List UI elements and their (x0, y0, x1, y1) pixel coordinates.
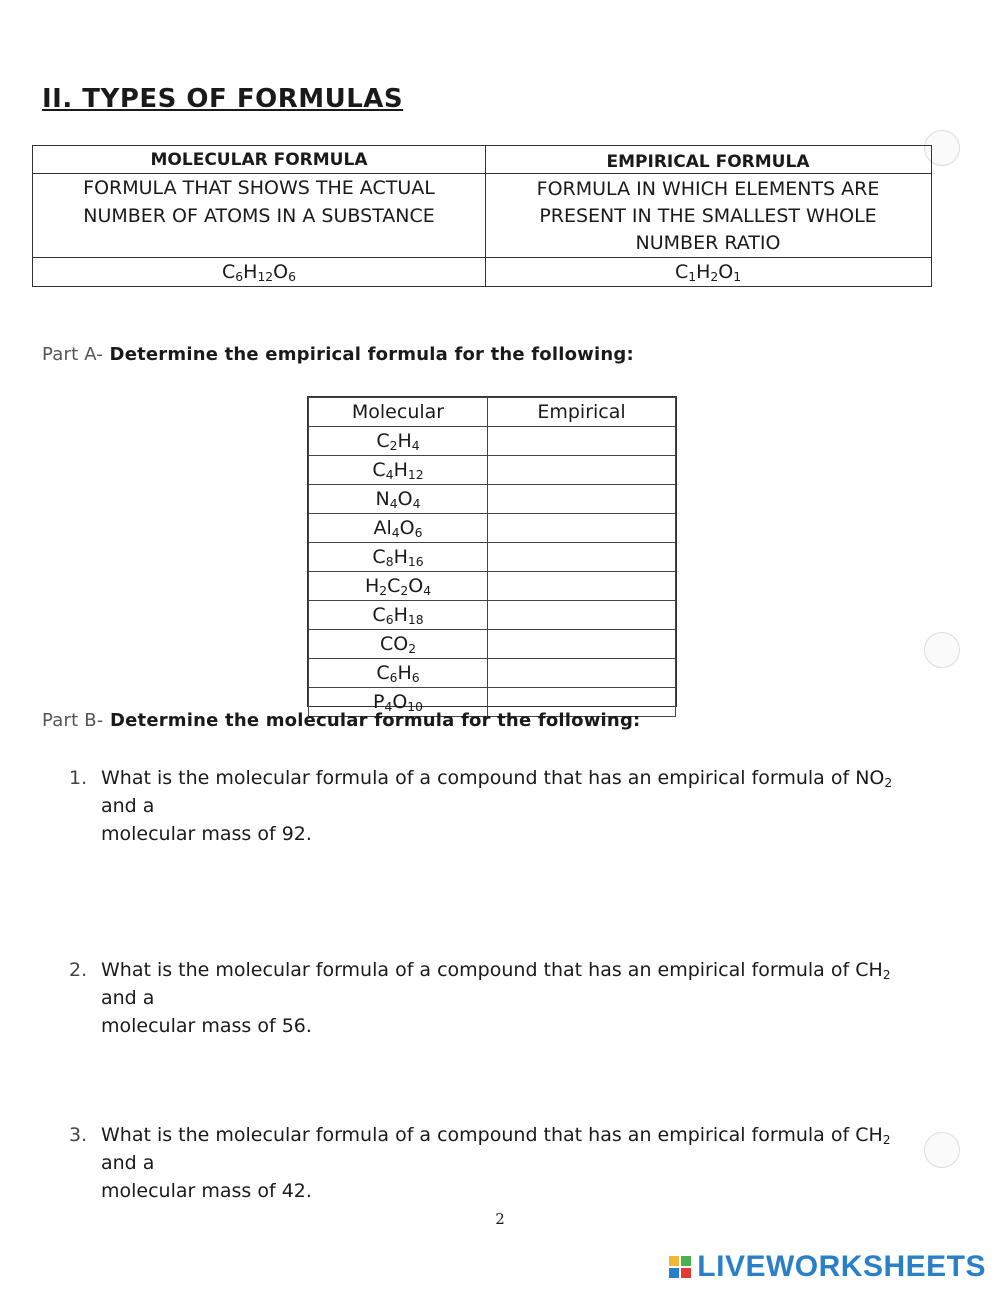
empirical-heading: EMPIRICAL FORMULA (606, 152, 810, 172)
molecular-cell (309, 630, 488, 659)
empirical-answer-cell[interactable] (488, 543, 676, 572)
formula-subscript: 12 (257, 270, 274, 285)
formula-element: NO (855, 767, 885, 789)
formula-element: C (372, 459, 386, 481)
question-2 (69, 956, 931, 1040)
molecular-cell (309, 485, 488, 514)
formula-subscript: 2 (884, 776, 893, 791)
molecular-definition-line: FORMULA THAT SHOWS THE ACTUAL (83, 177, 435, 199)
formula-element: O (397, 488, 413, 510)
empirical-answer-cell[interactable] (488, 572, 676, 601)
formula-subscript: 2 (400, 584, 409, 599)
question-line: molecular mass of 92. (101, 823, 312, 845)
table-row (309, 572, 676, 601)
formula-subscript: 2 (710, 270, 719, 285)
question-text: What is the molecular formula of a compound that has an empirical formula of (101, 767, 856, 789)
formula-element: C (376, 662, 390, 684)
formula-subscript: 2 (882, 1133, 891, 1148)
question-number: 1. (69, 767, 88, 789)
empirical-definition (485, 176, 931, 257)
empirical-answer-cell[interactable] (488, 485, 676, 514)
formula-element: C (387, 575, 401, 597)
formula-element: O (408, 575, 424, 597)
formula-subscript: 4 (391, 526, 400, 541)
formula-element: C (674, 261, 689, 283)
question-line: molecular mass of 56. (101, 1015, 312, 1037)
formula-subscript: 10 (407, 700, 423, 715)
formula-element: H (364, 575, 380, 597)
formula-subscript: 6 (235, 270, 244, 285)
empirical-definition-line: FORMULA IN WHICH ELEMENTS ARE (536, 178, 880, 200)
table-row (309, 485, 676, 514)
part-a-label (42, 344, 634, 365)
formula-element: O (399, 517, 415, 539)
formula-element: C (222, 261, 236, 283)
question-line (101, 764, 931, 820)
formula-subscript: 16 (407, 555, 424, 570)
part-a-instruction: Determine the empirical formula for the following: (109, 344, 634, 365)
formula-element: H (243, 261, 258, 283)
section-title: II. TYPES OF FORMULAS (42, 84, 404, 114)
empirical-answer-cell[interactable] (488, 601, 676, 630)
formula-subscript: 2 (408, 642, 417, 657)
formula-subscript: 4 (411, 439, 420, 454)
page-number: 2 (495, 1210, 505, 1228)
question-number: 2. (69, 959, 88, 981)
formula-element: P (372, 691, 385, 713)
formula-element: O (273, 261, 289, 283)
formula-element: H (397, 430, 412, 452)
molecular-example (33, 258, 485, 286)
formula-element: H (696, 261, 711, 283)
formula-subscript: 4 (412, 497, 421, 512)
question-text: and a (101, 987, 155, 1009)
question-formula (855, 1124, 890, 1146)
formula-subscript: 18 (407, 613, 424, 628)
molecular-cell (309, 543, 488, 572)
question-line: molecular mass of 42. (101, 1180, 312, 1202)
molecular-definition (33, 174, 485, 230)
question-3 (69, 1121, 931, 1205)
formula-subscript: 4 (384, 700, 393, 715)
question-number: 3. (69, 1124, 88, 1146)
formula-subscript: 6 (389, 671, 398, 686)
part-b-instruction: Determine the molecular formula for the following: (109, 710, 641, 731)
molecular-cell (309, 456, 488, 485)
part-a-table (307, 396, 677, 715)
empirical-answer-cell[interactable] (488, 427, 676, 456)
formula-element: C (376, 430, 390, 452)
table-row (309, 427, 676, 456)
column-header-empirical: Empirical (488, 398, 676, 427)
question-formula (855, 959, 890, 981)
question-text: and a (101, 795, 155, 817)
question-1 (69, 764, 931, 848)
empirical-definition-line: NUMBER RATIO (635, 232, 781, 254)
question-text: What is the molecular formula of a compound that has an empirical formula of (101, 1124, 856, 1146)
liveworksheets-logo (669, 1250, 986, 1284)
formula-subscript: 4 (389, 497, 398, 512)
molecular-cell (309, 514, 488, 543)
formula-element: O (718, 261, 734, 283)
formula-subscript: 1 (733, 270, 742, 285)
table-row (309, 543, 676, 572)
formula-subscript: 4 (385, 468, 394, 483)
part-b-label (42, 710, 640, 731)
formula-subscript: 2 (389, 439, 398, 454)
table-row (309, 456, 676, 485)
question-formula (855, 767, 892, 789)
question-line (101, 956, 931, 1012)
part-a-name: Part A- (42, 344, 104, 365)
empirical-answer-cell[interactable] (488, 456, 676, 485)
formula-subscript: 6 (411, 671, 420, 686)
table-row (309, 659, 676, 688)
formula-subscript: 6 (288, 270, 296, 285)
formula-element: N (375, 488, 390, 510)
empirical-answer-cell[interactable] (488, 659, 676, 688)
definitions-table (32, 145, 932, 287)
formula-element: H (393, 459, 408, 481)
punch-hole (924, 632, 960, 668)
formula-element: H (397, 662, 412, 684)
empirical-answer-cell[interactable] (488, 514, 676, 543)
formula-element: O (392, 691, 408, 713)
table-row (309, 630, 676, 659)
formula-subscript: 2 (379, 584, 388, 599)
table-row (309, 514, 676, 543)
question-text: and a (101, 1152, 155, 1174)
formula-subscript: 4 (423, 584, 432, 599)
formula-element: C (372, 604, 386, 626)
formula-subscript: 6 (385, 613, 394, 628)
formula-element: CH (855, 959, 883, 981)
molecular-cell (309, 572, 488, 601)
formula-element: H (393, 546, 408, 568)
part-b-name: Part B- (42, 710, 104, 731)
molecular-cell (309, 601, 488, 630)
molecular-definition-line: NUMBER OF ATOMS IN A SUBSTANCE (83, 205, 435, 227)
molecular-heading: MOLECULAR FORMULA (150, 150, 368, 170)
column-header-molecular: Molecular (309, 398, 488, 427)
question-text: What is the molecular formula of a compound that has an empirical formula of (101, 959, 856, 981)
empirical-definition-line: PRESENT IN THE SMALLEST WHOLE (539, 205, 877, 227)
formula-element: CO (379, 633, 409, 655)
formula-element: Al (373, 517, 392, 539)
formula-element: CH (855, 1124, 883, 1146)
molecular-cell (309, 427, 488, 456)
logo-text: LIVEWORKSHEETS (697, 1250, 986, 1283)
question-line (101, 1121, 931, 1177)
formula-subscript: 12 (407, 468, 424, 483)
formula-subscript: 6 (414, 526, 423, 541)
table-row (309, 601, 676, 630)
formula-subscript: 8 (385, 555, 394, 570)
formula-element: H (393, 604, 408, 626)
formula-element: C (372, 546, 386, 568)
empirical-example (485, 258, 931, 286)
formula-subscript: 2 (882, 968, 891, 983)
molecular-cell (309, 659, 488, 688)
empirical-answer-cell[interactable] (488, 630, 676, 659)
formula-subscript: 1 (688, 270, 697, 285)
logo-tiles-icon (669, 1256, 691, 1278)
